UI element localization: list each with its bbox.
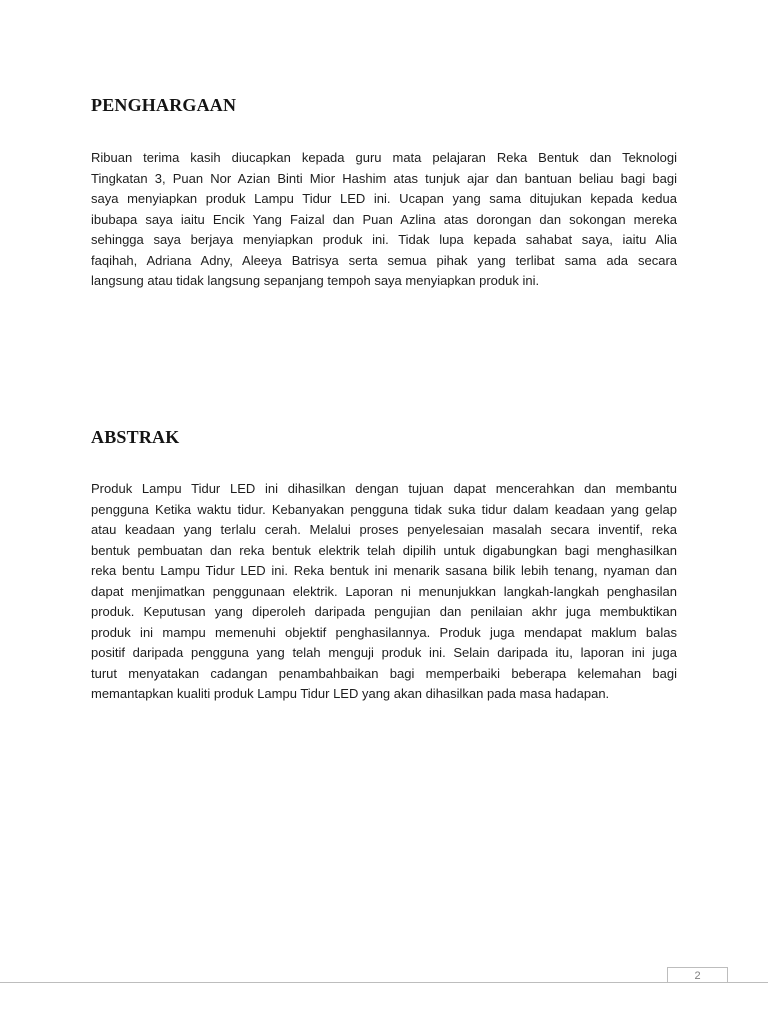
paragraph-abstrak bbox=[91, 479, 677, 705]
paragraph-line: turut menyatakan cadangan penambahbaikan bagi memperbaiki beberapa kelemahan bagi bbox=[91, 665, 677, 681]
paragraph-line: Ribuan terima kasih diucapkan kepada guru mata pelajaran Reka Bentuk dan Teknologi bbox=[91, 150, 677, 165]
paragraph-line: ibubapa saya iaitu Encik Yang Faizal dan Puan Azlina atas dorongan dan sokongan mereka bbox=[91, 211, 677, 227]
paragraph-line: Tingkatan 3, Puan Nor Azian Binti Mior Hashim atas tunjuk ajar dan bantuan beliau bagi bagi bbox=[91, 170, 677, 186]
footer-divider bbox=[0, 982, 768, 983]
section-heading-penghargaan: PENGHARGAAN bbox=[91, 95, 237, 115]
paragraph-line: pengguna Ketika waktu tidur. Kebanyakan pengguna tidak suka tidur dalam keadaan yang gelap bbox=[91, 501, 677, 517]
section-heading-abstrak: ABSTRAK bbox=[91, 427, 180, 447]
paragraph-line: saya menyiapkan produk Lampu Tidur LED ini. Ucapan yang sama ditujukan kepada kedua bbox=[91, 191, 677, 206]
paragraph-line: bentuk pembuatan dan reka bentuk elektrik telah dipilih untuk digabungkan bagi menghasilkan bbox=[91, 542, 677, 558]
paragraph-line: dapat menjimatkan penggunaan elektrik. Laporan ni menunjukkan langkah-langkah penghasilan bbox=[91, 583, 677, 599]
page-number: 2 bbox=[667, 967, 728, 983]
paragraph-line: produk. Keputusan yang diperoleh daripada pengujian dan penilaian akhr juga membuktikan bbox=[91, 604, 677, 619]
paragraph-line: faqihah, Adriana Adny, Aleeya Batrisya serta semua pihak yang terlibat sama ada secara bbox=[91, 252, 677, 268]
paragraph-line: langsung atau tidak langsung sepanjang tempoh saya menyiapkan produk ini. bbox=[91, 273, 540, 288]
paragraph-line: reka bentu Lampu Tidur LED ini. Reka bentuk ini menarik sasana bilik lebih tenang, nyaman dan bbox=[91, 563, 677, 578]
paragraph-line: Produk Lampu Tidur LED ini dihasilkan dengan tujuan dapat mencerahkan dan membantu bbox=[91, 481, 677, 496]
paragraph-line: produk ini mampu memenuhi objektif penghasilannya. Produk juga mendapat maklum balas bbox=[91, 624, 677, 640]
paragraph-penghargaan bbox=[91, 148, 677, 292]
paragraph-line: positif daripada pengguna yang telah menguji produk ini. Selain daripada itu, laporan ini juga bbox=[91, 645, 677, 660]
paragraph-line: memantapkan kualiti produk Lampu Tidur LED yang akan dihasilkan pada masa hadapan. bbox=[91, 686, 610, 701]
paragraph-line: sehingga saya berjaya menyiapkan produk ini. Tidak lupa kepada sahabat saya, iaitu Alia bbox=[91, 232, 677, 247]
paragraph-line: atau keadaan yang terlalu cerah. Melalui proses penyelesaian masalah secara inventif, reka bbox=[91, 522, 677, 537]
